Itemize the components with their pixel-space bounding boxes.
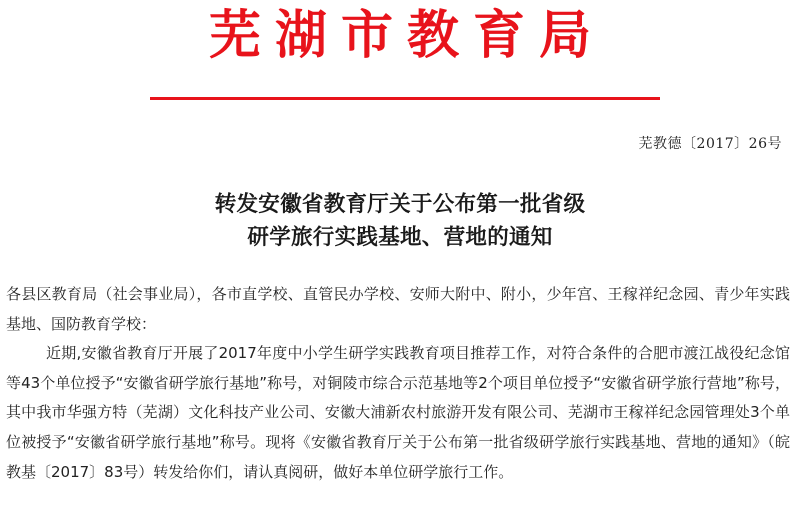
- document-title-line-2: 研学旅行实践基地、营地的通知: [247, 225, 553, 250]
- document-title-line-1: 转发安徽省教育厅关于公布第一批省级: [214, 192, 586, 217]
- agency-header: 芜湖市教育局: [208, 5, 605, 66]
- body-paragraph: 近期,安徽省教育厅开展了2017年度中小学生研学实践教育项目推荐工作，对符合条件的合肥市渡江战役纪念馆等43个单位授予“安徽省研学旅行基地”称号，对铜陵市综合示范基地等2个项目单位授予“安徽省研学旅行营地”称号，其中我市华强方特（芜湖）文化科技产业公司、安徽大浦新农村旅游开发有限公司、芜湖市王稼祥纪念园管理处3个单位被授予“安徽省研学旅行基地”称号。现将《安徽省教育厅关于公布第一批省级研学旅行实践基地、营地的通知》（皖教基〔2017〕83号）转发给你们，请认真阅研，做好本单位研学旅行工作。: [6, 344, 790, 481]
- document-number: 芜教德〔2017〕26号: [638, 136, 782, 152]
- red-divider-rule: [150, 97, 660, 100]
- document-title: [0, 188, 800, 254]
- document-body: [6, 280, 790, 487]
- salutation: 各县区教育局（社会事业局），各市直学校、直管民办学校、安师大附中、附小，少年宫、王稼祥纪念园、青少年实践基地、国防教育学校：: [6, 285, 790, 333]
